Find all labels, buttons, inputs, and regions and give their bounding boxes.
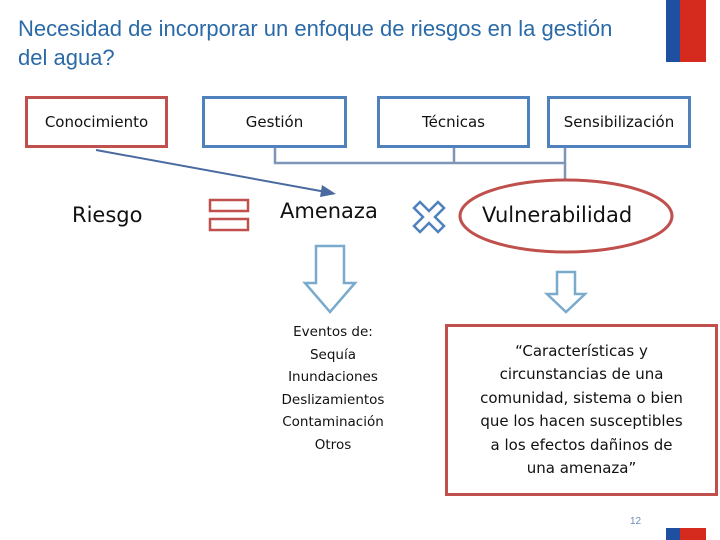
page-number: 12 <box>630 516 642 527</box>
eventos-item: Sequía <box>309 346 357 363</box>
box-gestion: Gestión <box>202 96 347 148</box>
eventos-item: Contaminación <box>282 414 384 430</box>
slide-title: Necesidad de incorporar un enfoque de riesgos en la gestión del agua? <box>18 16 613 70</box>
eventos-list <box>250 321 416 456</box>
equals-sign-top <box>210 200 248 211</box>
box-conocimiento: Conocimiento <box>25 96 168 148</box>
conocimiento-arrowhead <box>320 185 336 197</box>
box-tecnicas: Técnicas <box>377 96 530 148</box>
equals-sign-bottom <box>210 219 248 230</box>
term-amenaza: Amenaza <box>280 199 378 223</box>
eventos-item: Deslizamientos <box>281 391 385 408</box>
definition-box <box>445 324 718 496</box>
vulnerabilidad-down-arrow <box>547 272 585 312</box>
eventos-item: Inundaciones <box>288 369 378 385</box>
amenaza-down-arrow <box>305 246 355 312</box>
multiply-sign <box>414 202 444 232</box>
box-sensibilizacion: Sensibilización <box>547 96 691 148</box>
conocimiento-arrow <box>96 150 326 192</box>
term-vulnerabilidad: Vulnerabilidad <box>482 203 633 227</box>
eventos-item: Otros <box>314 436 352 453</box>
eventos-heading: Eventos de: <box>293 324 373 340</box>
definition-text: “Características y circunstancias de una comunidad, sistema o bien que los hacen susceptibles a los efectos dañinos de una amenaza” <box>480 341 683 477</box>
term-riesgo: Riesgo <box>72 203 143 227</box>
bracket-connector <box>275 147 565 163</box>
